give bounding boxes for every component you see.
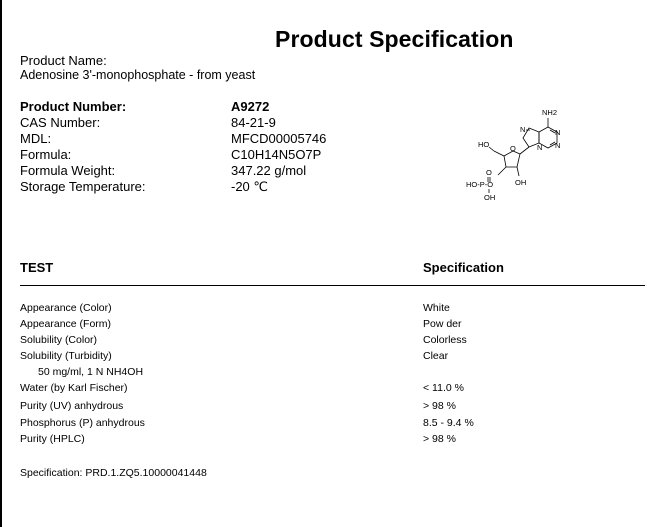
test-spec: White [423,302,450,314]
test-name: Solubility (Color) [20,334,98,346]
info-value: -20 ℃ [231,179,269,194]
phosphate-label: HO-P-O [466,180,494,189]
o-atom-label: O [510,144,516,153]
info-value: C10H14N5O7P [231,147,322,162]
info-value: 84-21-9 [231,115,276,130]
product-name-value: Adenosine 3'-monophosphate - from yeast [20,68,256,82]
test-name: Purity (UV) anhydrous [20,400,124,412]
page-title: Product Specification [275,26,514,52]
test-column-header: TEST [20,260,54,275]
info-value: MFCD00005746 [231,131,327,146]
test-spec: > 98 % [423,400,456,412]
oh-label: OH [484,193,496,202]
test-name: Phosphorus (P) anhydrous [20,417,145,429]
test-spec: > 98 % [423,433,456,445]
test-spec: Clear [423,350,449,362]
n-atom-label: N [537,143,543,152]
test-spec: Colorless [423,334,467,346]
test-name: Appearance (Color) [20,302,112,314]
test-name: Appearance (Form) [20,318,112,330]
info-label: Storage Temperature: [20,179,146,194]
specification-reference: Specification: PRD.1.ZQ5.10000041448 [20,467,207,479]
nh2-label: NH2 [542,108,558,117]
info-value: A9272 [231,99,270,114]
specification-column-header: Specification [423,260,504,275]
chemical-structure-diagram [458,105,568,205]
info-label: Product Number: [20,99,127,114]
n-atom-label: N [555,141,561,150]
test-spec: < 11.0 % [423,382,464,394]
info-label: CAS Number: [20,115,101,130]
ho-label: HO [478,140,490,149]
o-atom-label: O [486,168,492,177]
test-name: Solubility (Turbidity) [20,350,112,362]
oh-label: OH [515,178,527,187]
info-label: Formula Weight: [20,163,116,178]
info-value: 347.22 g/mol [231,163,307,178]
n-atom-label: N [555,128,561,137]
solubility-note: 50 mg/ml, 1 N NH4OH [38,366,144,378]
product-name-label: Product Name: [20,53,107,68]
info-label: MDL: [20,131,52,146]
info-label: Formula: [20,147,72,162]
header-divider [20,285,645,286]
n-atom-label: N [520,125,526,134]
test-name: Purity (HPLC) [20,433,85,445]
test-spec: Pow der [423,318,462,330]
test-spec: 8.5 - 9.4 % [423,417,474,429]
test-name: Water (by Karl Fischer) [20,382,128,394]
left-margin-rule [0,0,2,527]
